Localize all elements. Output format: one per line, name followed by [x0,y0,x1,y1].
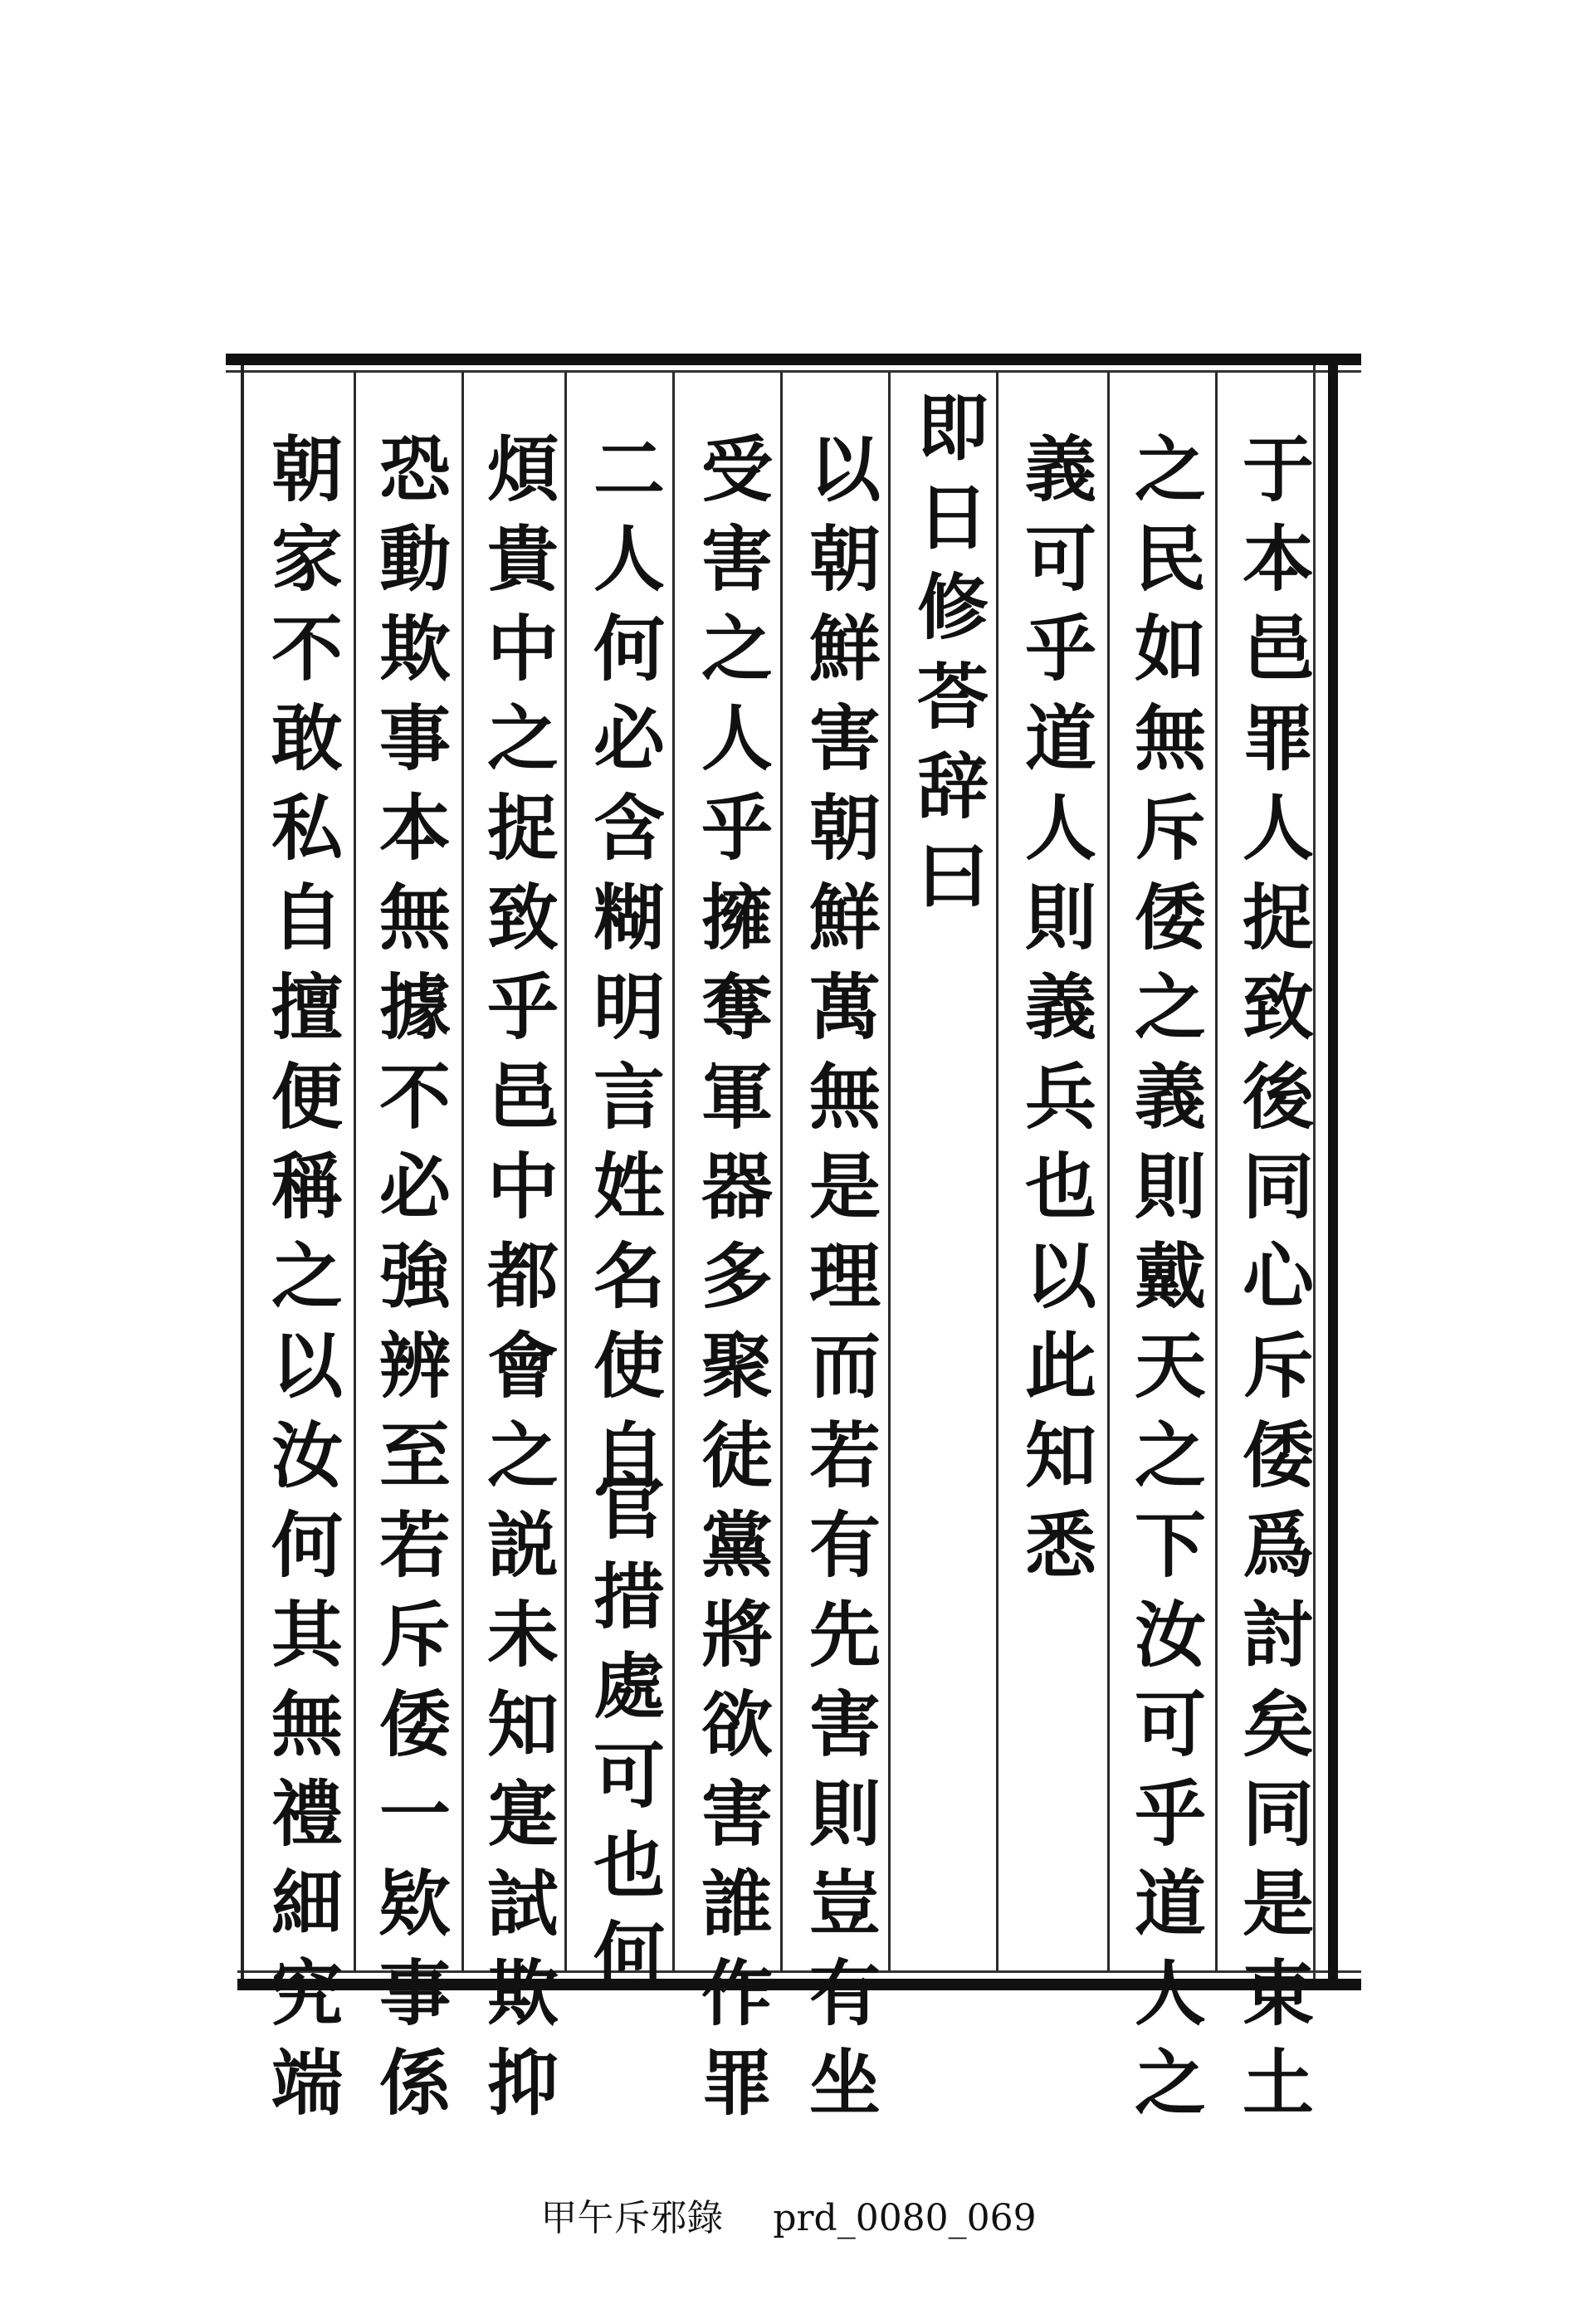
text-column-7-continued: 官措處可也何 [581,1469,665,2007]
column-divider [564,372,567,1972]
text-column-1: 于本邑罪人捉致後同心斥倭爲討矣同是東土 [1230,432,1314,2135]
text-column-6: 受害之人乎擁奪軍器多聚徒黨將欲害誰作罪 [689,432,773,2135]
text-column-3: 義可乎道人則義兵也以此知悉 [1013,432,1096,1597]
frame-top-inner-rule [226,370,1361,373]
text-column-2: 之民如無斥倭之義則戴天之下汝可乎道人之 [1122,432,1206,2135]
caption-id: prd_0080_069 [773,2197,1037,2239]
caption-title: 甲午斥邪錄 [540,2197,724,2239]
text-column-10: 朝家不敢私自擅便稱之以汝何其無禮細究端 [259,432,343,2135]
frame-top-rule [226,354,1361,365]
column-divider [354,372,356,1972]
frame-right-rule [1328,365,1338,1979]
text-column-5: 以朝鮮害朝鮮萬無是理而若有先害則豈有坐 [797,432,881,2135]
column-divider [1215,372,1218,1972]
text-column-8: 煩貴中之捉致乎邑中都會之説未知寔試欺抑 [475,432,559,2135]
text-column-4: 即日修荅辞曰 [905,390,989,928]
text-column-7: 二人何必含糊明言姓名使自 [581,432,665,1507]
column-divider [888,372,891,1972]
column-divider [672,372,675,1972]
column-divider [1107,372,1110,1972]
column-divider [996,372,998,1972]
page-caption [0,2188,1577,2241]
column-divider [461,372,464,1972]
frame-left-rule [241,365,244,1979]
column-divider [780,372,783,1972]
text-column-9: 恐動欺事本無據不必強辨至若斥倭一欵事係 [367,432,451,2135]
